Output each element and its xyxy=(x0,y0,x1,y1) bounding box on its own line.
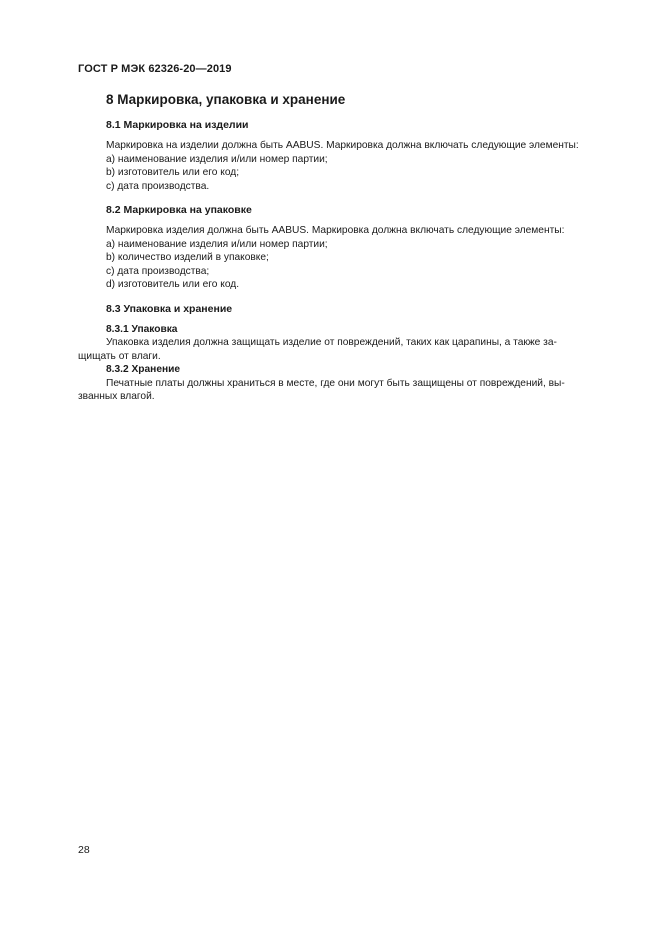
section-8-1-title: 8.1 Маркировка на изделии xyxy=(106,119,249,131)
section-8-2-intro: Маркировка изделия должна быть AABUS. Маркировка должна включать следующие элементы: xyxy=(106,225,565,236)
section-8-3-2-title: 8.3.2 Хранение xyxy=(106,364,181,375)
list-item: а) наименование изделия и/или номер партии; xyxy=(106,238,328,250)
section-8-3 xyxy=(78,302,613,404)
list-item: b) изготовитель или его код; xyxy=(106,167,240,178)
section-8-1-intro: Маркировка на изделии должна быть AABUS. Маркировка должна включать следующие элементы: xyxy=(106,140,579,151)
page-number: 28 xyxy=(78,844,90,856)
section-8-3-1-title: 8.3.1 Упаковка xyxy=(106,323,178,335)
section-8-3-title: 8.3 Упаковка и хранение xyxy=(106,302,233,315)
section-8-title: 8 Маркировка, упаковка и хранение xyxy=(106,92,346,107)
section-8-3-2-line: Печатные платы должны храниться в месте, где они могут быть защищены от повреждений, вы- xyxy=(106,377,565,389)
section-8-3-2-line: званных влагой. xyxy=(78,391,155,402)
document-header: ГОСТ Р МЭК 62326-20—2019 xyxy=(78,63,232,75)
list-item: с) дата производства; xyxy=(106,265,210,277)
list-item: b) количество изделий в упаковке; xyxy=(106,252,269,263)
section-8-2 xyxy=(106,204,613,292)
section-8-1 xyxy=(106,119,613,193)
section-8-2-title: 8.2 Маркировка на упаковке xyxy=(106,204,252,216)
list-item: d) изготовитель или его код. xyxy=(106,279,240,290)
section-8-3-1-line: Упаковка изделия должна защищать изделие от повреждений, таких как царапины, а также за- xyxy=(106,337,557,348)
list-item: с) дата производства. xyxy=(106,180,210,192)
page-content xyxy=(78,92,613,404)
list-item: а) наименование изделия и/или номер партии; xyxy=(106,153,328,165)
section-8-3-1-line: щищать от влаги. xyxy=(78,350,161,362)
